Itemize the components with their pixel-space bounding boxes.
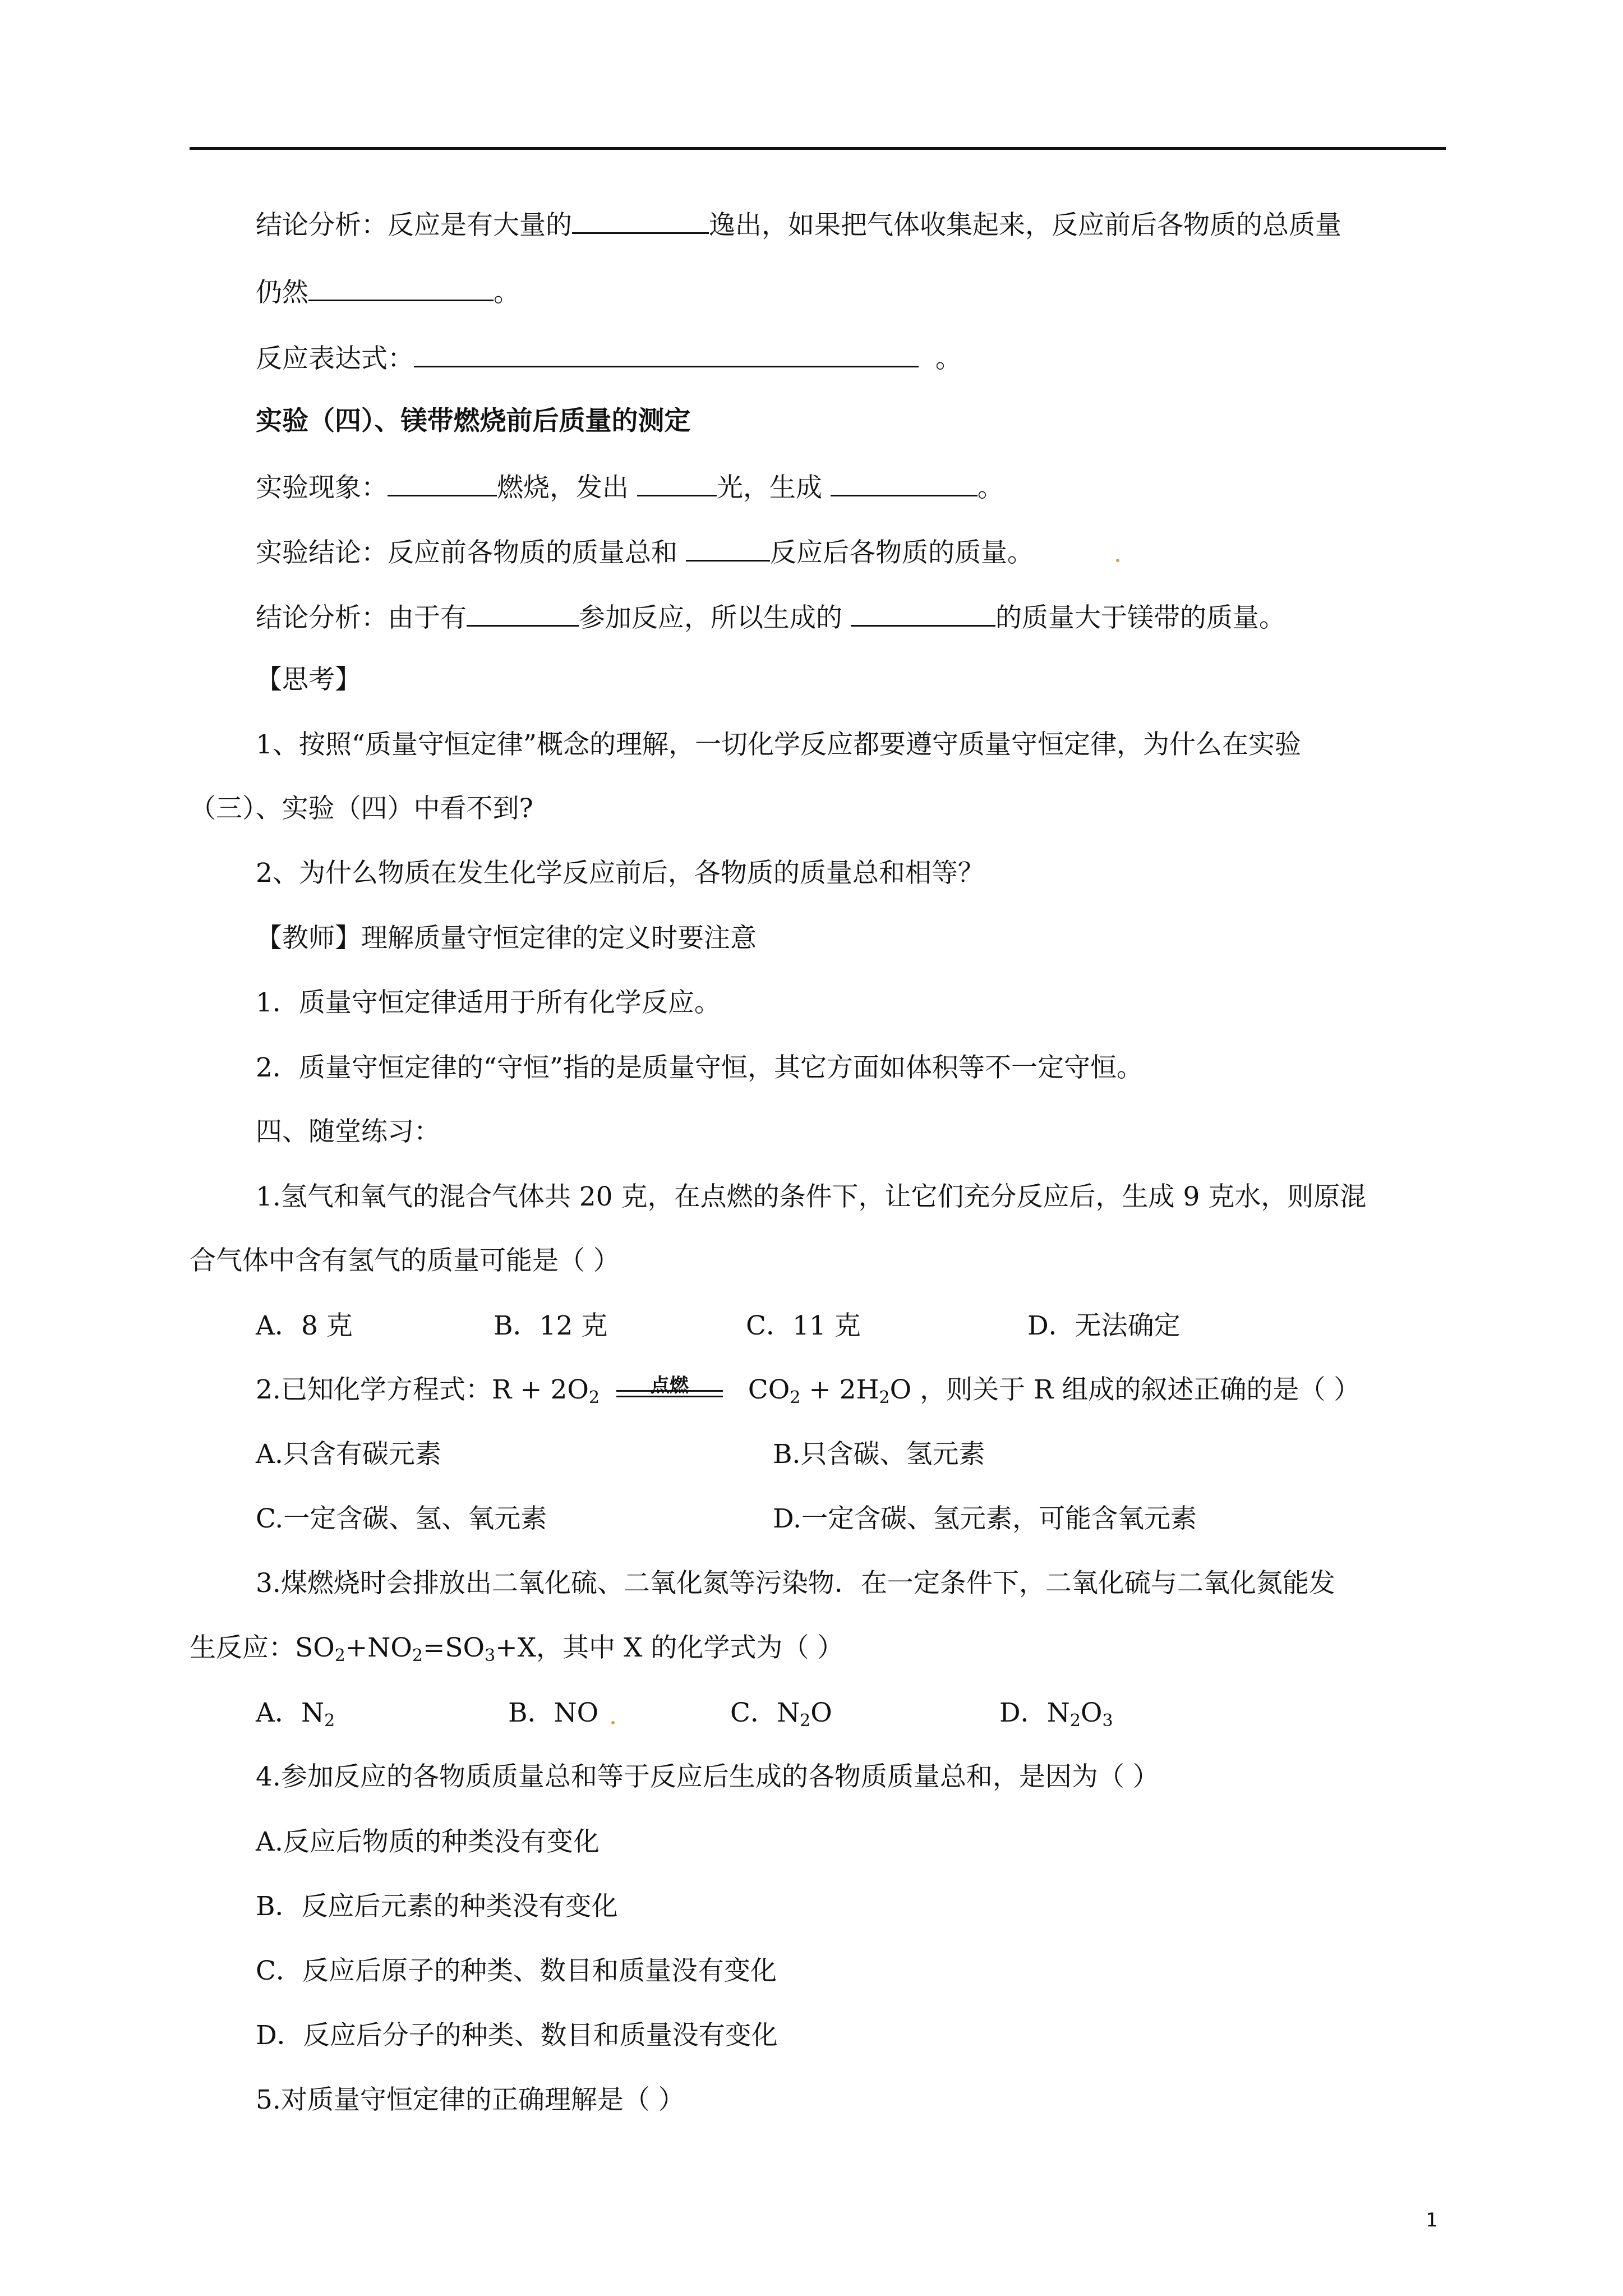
teacher-point-2: 2．质量守恒定律的“守恒”指的是质量守恒，其它方面如体积等不一定守恒。 bbox=[256, 1052, 1143, 1083]
q4-option-c: C．反应后原子的种类、数目和质量没有变化 bbox=[256, 1955, 777, 1986]
practice-q5: 5.对质量守恒定律的正确理解是（ ） bbox=[256, 2085, 685, 2115]
stray-dot bbox=[1116, 559, 1119, 562]
q2-option-b: B.只含碳、氢元素 bbox=[773, 1439, 985, 1470]
q1-option-c: C．11 克 bbox=[746, 1310, 861, 1341]
teacher-point-1: 1．质量守恒定律适用于所有化学反应。 bbox=[256, 987, 721, 1018]
practice-q1b: 合气体中含有氢气的质量可能是（ ） bbox=[190, 1245, 620, 1276]
practice-title: 四、随堂练习： bbox=[256, 1116, 440, 1147]
practice-q2: 2.已知化学方程式：$R + 2O_2$ 点燃 $CO_2 + 2H_2O$ ，则关于 R 组成的叙述正确的是（ ） bbox=[256, 1374, 1361, 1407]
reaction-condition-mark: 点燃 bbox=[616, 1373, 723, 1407]
experiment-4-analysis: 结论分析：由于有 参加反应，所以生成的 的质量大于镁带的质量。 bbox=[256, 599, 1285, 635]
blank bbox=[686, 534, 770, 562]
experiment-4-phenomenon: 实验现象： 燃烧，发出 光，生成 。 bbox=[256, 469, 1004, 505]
q3-option-c: C．$N_2O$ bbox=[730, 1697, 832, 1731]
q4-option-a: A.反应后物质的种类没有变化 bbox=[256, 1826, 600, 1857]
practice-q3b: 生反应：$SO_2+NO_2=SO_3+X$，其中 X 的化学式为（ ） bbox=[190, 1632, 844, 1665]
blank bbox=[831, 469, 978, 496]
q3-option-b: B．NO bbox=[508, 1697, 599, 1728]
think-question-1a: 1、按照“质量守恒定律”概念的理解，一切化学反应都要遵守质量守恒定律，为什么在实验 bbox=[256, 729, 1301, 760]
teacher-title: 【教师】理解质量守恒定律的定义时要注意 bbox=[256, 923, 757, 954]
q4-option-b: B．反应后元素的种类没有变化 bbox=[256, 1891, 618, 1922]
conclusion-line-2: 仍然 。 bbox=[256, 274, 520, 310]
experiment-4-conclusion: 实验结论：反应前各物质的质量总和 反应后各物质的质量。 bbox=[256, 534, 1034, 570]
header-rule bbox=[190, 147, 1446, 150]
think-question-2: 2、为什么物质在发生化学反应前后，各物质的质量总和相等？ bbox=[256, 858, 984, 889]
q1-option-a: A．8 克 bbox=[256, 1310, 353, 1341]
blank bbox=[388, 469, 497, 496]
reaction-expression-line: 反应表达式： 。 bbox=[256, 340, 962, 376]
blank bbox=[308, 274, 494, 301]
q4-option-d: D．反应后分子的种类、数目和质量没有变化 bbox=[256, 2020, 778, 2051]
page-number: 1 bbox=[1426, 2209, 1438, 2231]
blank bbox=[851, 599, 995, 627]
experiment-4-title: 实验（四）、镁带燃烧前后质量的测定 bbox=[256, 406, 691, 436]
practice-q4: 4.参加反应的各物质质量总和等于反应后生成的各物质质量总和，是因为（ ） bbox=[256, 1761, 1159, 1792]
q1-option-b: B．12 克 bbox=[494, 1310, 608, 1341]
practice-q1a: 1.氢气和氧气的混合气体共 20 克，在点燃的条件下，让它们充分反应后，生成 9 克水，则原混 bbox=[256, 1181, 1367, 1212]
q2-option-a: A.只含有碳元素 bbox=[256, 1439, 441, 1470]
q3-option-d: D．$N_2O_3$ bbox=[999, 1697, 1113, 1731]
blank bbox=[637, 469, 717, 496]
think-title: 【思考】 bbox=[256, 664, 361, 695]
q3-option-a: A．$N_2$ bbox=[256, 1697, 335, 1731]
stray-dot bbox=[611, 1721, 615, 1724]
practice-q3a: 3.煤燃烧时会排放出二氧化硫、二氧化氮等污染物．在一定条件下，二氧化硫与二氧化氮能发 bbox=[256, 1568, 1335, 1599]
blank bbox=[467, 599, 579, 627]
q2-option-c: C.一定含碳、氢、氧元素 bbox=[256, 1503, 547, 1534]
think-question-1b: （三）、实验（四）中看不到? bbox=[190, 793, 533, 824]
conclusion-line-1: 结论分析：反应是有大量的 逸出，如果把气体收集起来，反应前后各物质的总质量 bbox=[256, 206, 1341, 242]
q1-option-d: D．无法确定 bbox=[1027, 1310, 1181, 1341]
blank bbox=[572, 206, 709, 234]
q2-option-d: D.一定含碳、氢元素，可能含氧元素 bbox=[773, 1503, 1197, 1534]
blank bbox=[414, 340, 919, 367]
